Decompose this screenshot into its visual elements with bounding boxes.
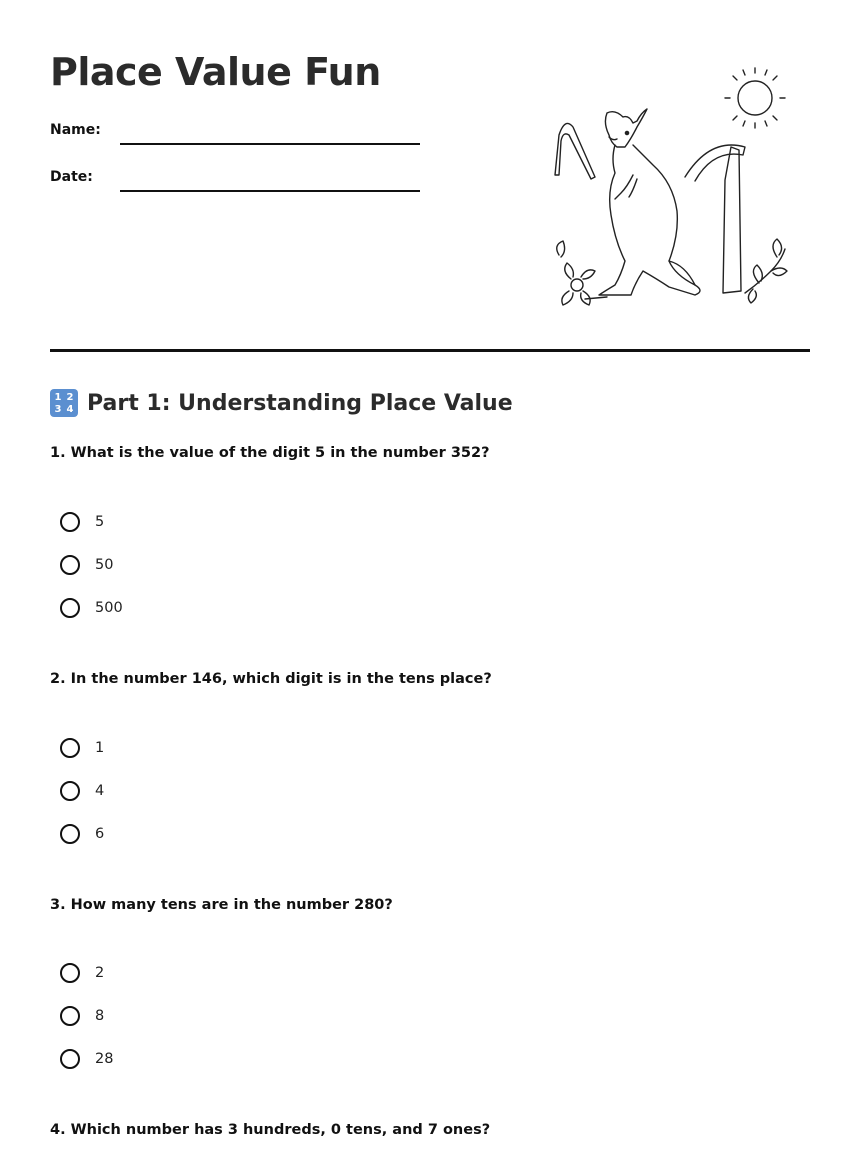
radio-button[interactable] bbox=[60, 1006, 80, 1026]
radio-button[interactable] bbox=[60, 1049, 80, 1069]
question-3-option-3[interactable] bbox=[60, 1046, 113, 1072]
question-4: 4. Which number has 3 hundreds, 0 tens, and 7 ones? bbox=[50, 1122, 491, 1138]
question-2-option-1[interactable] bbox=[60, 735, 104, 761]
letter-k-icon bbox=[555, 123, 745, 293]
radio-button[interactable] bbox=[60, 598, 80, 618]
question-1-option-1[interactable] bbox=[60, 509, 104, 535]
option-label: 4 bbox=[95, 783, 105, 799]
option-label: 28 bbox=[95, 1051, 114, 1067]
date-label: Date: bbox=[50, 169, 93, 185]
name-label: Name: bbox=[50, 122, 101, 138]
option-label: 5 bbox=[95, 514, 105, 530]
question-1-option-3[interactable] bbox=[60, 595, 123, 621]
question-3-option-2[interactable] bbox=[60, 1003, 104, 1029]
page-title: Place Value Fun bbox=[50, 50, 381, 94]
question-1: 1. What is the value of the digit 5 in the number 352? bbox=[50, 445, 490, 461]
option-label: 1 bbox=[95, 740, 105, 756]
kangaroo-icon bbox=[599, 109, 700, 295]
question-1-option-2[interactable] bbox=[60, 552, 113, 578]
sun-icon bbox=[725, 68, 785, 128]
radio-button[interactable] bbox=[60, 512, 80, 532]
kangaroo-illustration bbox=[545, 65, 795, 310]
question-2-option-3[interactable] bbox=[60, 821, 104, 847]
leaf-icon bbox=[745, 239, 787, 303]
option-label: 2 bbox=[95, 965, 105, 981]
radio-button[interactable] bbox=[60, 738, 80, 758]
option-label: 6 bbox=[95, 826, 105, 842]
question-2-option-2[interactable] bbox=[60, 778, 104, 804]
name-field[interactable] bbox=[120, 143, 420, 145]
date-field[interactable] bbox=[120, 190, 420, 192]
radio-button[interactable] bbox=[60, 963, 80, 983]
option-label: 500 bbox=[95, 600, 123, 616]
question-3: 3. How many tens are in the number 280? bbox=[50, 897, 393, 913]
radio-button[interactable] bbox=[60, 555, 80, 575]
question-3-option-1[interactable] bbox=[60, 960, 104, 986]
input-numbers-icon: 1 2 3 4 bbox=[50, 389, 78, 417]
section-title-text: Part 1: Understanding Place Value bbox=[87, 390, 513, 416]
question-2: 2. In the number 146, which digit is in the tens place? bbox=[50, 671, 492, 687]
radio-button[interactable] bbox=[60, 781, 80, 801]
radio-button[interactable] bbox=[60, 824, 80, 844]
option-label: 8 bbox=[95, 1008, 105, 1024]
section-divider bbox=[50, 349, 810, 352]
section-title bbox=[50, 389, 513, 417]
option-label: 50 bbox=[95, 557, 114, 573]
